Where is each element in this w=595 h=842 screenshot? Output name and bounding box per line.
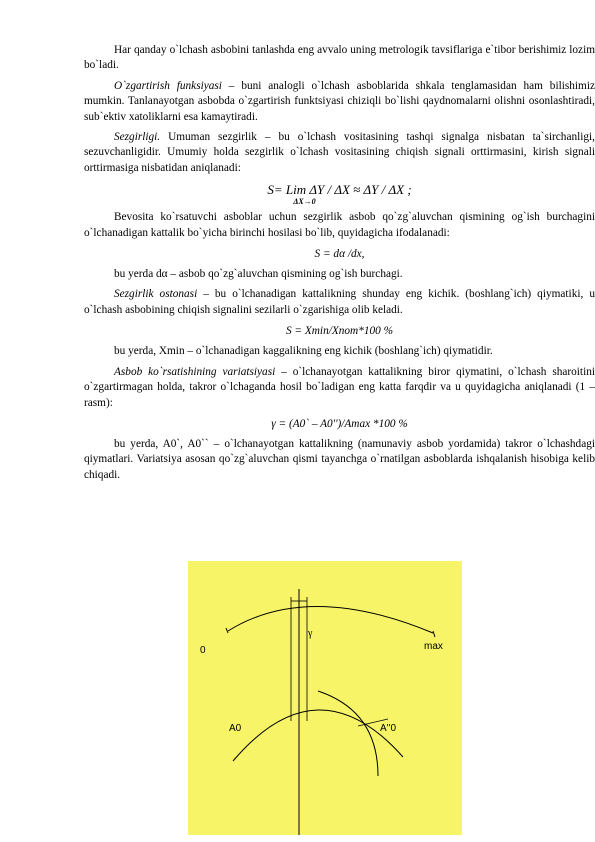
label-gamma: γ: [308, 628, 313, 639]
formula-main: S= Lim ΔY / ΔX ≈ ΔY / ΔX ;: [267, 182, 412, 198]
paragraph-text: – buni analogli o`lchash asboblarida shkala tenglamasidan ham bilishimiz mumkin. Tanlanayotgan asbobda o`zgartirish funktsiyasi chiziqli bo`lishi qaydnomalarni olishni osonlashtiradi, sub`ektiv xatoliklarni esa kamaytiradi.: [84, 79, 595, 123]
pointer-arc: [318, 691, 378, 776]
paragraph-text: – o`lchanayotgan kattalikning biror qiymatini, o`lchash sharoitini o`zgartirmagan holda, takror o`lchaganda hosil bo`ladigan eng katta farqdir va u quyidagicha aniqlanadi (1 – rasm):: [84, 365, 595, 409]
paragraph-variation: [84, 365, 595, 411]
paragraph-text: Umuman sezgirlik – bu o`lchash vositasining tashqi signalga nisbatan ta`sirchanligi, sezuvchanligidir. Umumiy holda sezgirlik o`lchash vositasining chiqish signali orttirmasini, kirish signali orttirmasiga nisbatidan aniqlanadi:: [84, 131, 595, 174]
label-a0pp: A''0: [380, 723, 397, 734]
label-max: max: [424, 641, 443, 652]
paragraph-direct-reading: Bevosita ko`rsatuvchi asboblar uchun sezgirlik asbob qo`zg`aluvchan qismining og`ish burchagini o`lchanadigan kattalik bo`yicha birinchi hosilasi bo`lib, quyidagicha ifodalanadi:: [84, 211, 595, 239]
formula-derivative: S = dα /dx,: [314, 248, 365, 261]
term-variation: Asbob ko`rsatishining variatsiyasi: [114, 365, 276, 378]
tick-max: [433, 631, 435, 637]
term-threshold: Sezgirlik ostonasi: [114, 288, 198, 301]
formula-limit-subscript: ΔX→0: [293, 197, 316, 207]
formula-threshold: S = Xmin/Xnom*100 %: [285, 325, 394, 338]
paragraph-sensitivity: [84, 130, 595, 176]
formula-sensitivity-limit: [84, 183, 595, 206]
paragraph-where-a0: bu yerda, A0`, A0`` – o`lchanayotgan kattalikning (namunaviy asbob yordamida) takror o`lchashdagi qiymatlari. Variatsiya asosan qo`zg`aluvchan qismi tayanchga o`rnatilgan asboblarda ishqalanish hisobiga kelib chiqadi.: [84, 437, 595, 481]
paragraph-threshold: [84, 287, 595, 318]
paragraph-text: – bu o`lchanadigan kattalikning shunday eng kichik. (boshlang`ich) qiymatiki, u o`lchash asbobining chiqish signalini sezilarli o`zgarishiga olib keladi.: [84, 288, 595, 316]
label-a0: A0: [229, 723, 242, 734]
scale-outer-arc: [228, 606, 433, 633]
scale-diagram: [188, 561, 462, 835]
term-sensitivity: Sezgirligi.: [114, 131, 161, 144]
paragraph-intro: Har qanday o`lchash asbobini tanlashda eng avvalo uning metrologik tavsiflariga e`tibor berishimiz lozim bo`ladi.: [84, 44, 595, 72]
paragraph-conversion-function: [84, 79, 595, 125]
label-zero: 0: [200, 645, 206, 656]
paragraph-where-xmin: bu yerda, Xmin – o`lchanadigan kaggalikning eng kichik (boshlang`ich) qiymatidir.: [114, 345, 493, 358]
formula-variation: γ = (A0` – A0'')/Amax *100 %: [271, 417, 408, 430]
tick-zero: [226, 628, 228, 633]
paragraph-where-alpha: bu yerda dα – asbob qo`zg`aluvchan qismining og`ish burchagi.: [114, 268, 403, 281]
scale-inner-arc: [233, 710, 403, 761]
figure-scale-variation: [188, 561, 462, 835]
document-body: [84, 43, 595, 483]
term-conversion-function: O`zgartirish funksiyasi: [114, 79, 222, 92]
